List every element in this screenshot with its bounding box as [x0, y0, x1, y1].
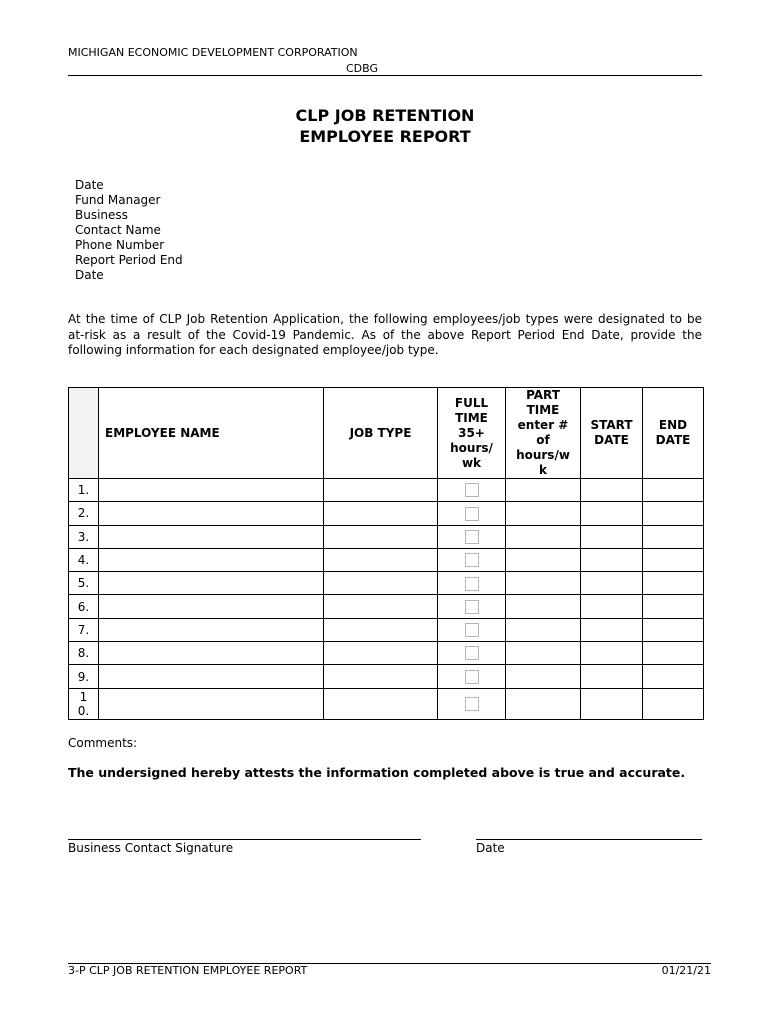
job-type-cell[interactable]	[324, 688, 438, 719]
report-fields	[75, 178, 183, 283]
part-time-hours-cell[interactable]	[506, 502, 581, 525]
row-number: 2.	[69, 502, 99, 525]
full-time-checkbox[interactable]	[465, 646, 479, 660]
organization-name: MICHIGAN ECONOMIC DEVELOPMENT CORPORATION	[68, 46, 358, 59]
part-time-hours-cell[interactable]	[506, 688, 581, 719]
start-date-cell[interactable]	[581, 642, 643, 665]
field-date-label: Date	[75, 178, 104, 192]
employee-table	[68, 387, 704, 720]
table-row	[69, 572, 704, 595]
end-date-cell[interactable]	[643, 618, 704, 641]
field-phone-number-label: Phone Number	[75, 238, 165, 252]
table-row	[69, 595, 704, 618]
employee-name-cell[interactable]	[99, 595, 324, 618]
part-time-hours-cell[interactable]	[506, 572, 581, 595]
employee-name-cell[interactable]	[99, 548, 324, 571]
end-date-header: END DATE	[643, 388, 704, 479]
table-header-row	[69, 388, 704, 479]
attestation-statement: The undersigned hereby attests the information completed above is true and accurate.	[68, 765, 686, 780]
employee-name-cell[interactable]	[99, 525, 324, 548]
end-date-cell[interactable]	[643, 688, 704, 719]
job-type-cell[interactable]	[324, 642, 438, 665]
row-number-header	[69, 388, 99, 479]
job-type-cell[interactable]	[324, 595, 438, 618]
table-row	[69, 665, 704, 688]
end-date-cell[interactable]	[643, 595, 704, 618]
table-row	[69, 502, 704, 525]
row-number: 8.	[69, 642, 99, 665]
end-date-cell[interactable]	[643, 572, 704, 595]
comments-label: Comments:	[68, 736, 138, 750]
table-row	[69, 548, 704, 571]
employee-name-header: EMPLOYEE NAME	[99, 388, 324, 479]
full-time-checkbox[interactable]	[465, 507, 479, 521]
end-date-cell[interactable]	[643, 548, 704, 571]
employee-name-cell[interactable]	[99, 665, 324, 688]
full-time-checkbox[interactable]	[465, 600, 479, 614]
row-number: 1 0.	[69, 688, 99, 719]
end-date-cell[interactable]	[643, 502, 704, 525]
table-row	[69, 525, 704, 548]
part-time-hours-cell[interactable]	[506, 548, 581, 571]
start-date-header: START DATE	[581, 388, 643, 479]
end-date-cell[interactable]	[643, 642, 704, 665]
start-date-cell[interactable]	[581, 618, 643, 641]
full-time-checkbox[interactable]	[465, 577, 479, 591]
full-time-header: FULL TIME 35+ hours/ wk	[438, 388, 506, 479]
page-title-line2: EMPLOYEE REPORT	[299, 127, 471, 146]
signature-label: Business Contact Signature	[68, 841, 234, 855]
employee-name-cell[interactable]	[99, 642, 324, 665]
employee-name-cell[interactable]	[99, 618, 324, 641]
part-time-hours-cell[interactable]	[506, 665, 581, 688]
program-name: CDBG	[346, 62, 379, 75]
table-row	[69, 479, 704, 502]
full-time-checkbox[interactable]	[465, 697, 479, 711]
employee-name-cell[interactable]	[99, 502, 324, 525]
start-date-cell[interactable]	[581, 502, 643, 525]
full-time-checkbox[interactable]	[465, 530, 479, 544]
start-date-cell[interactable]	[581, 572, 643, 595]
end-date-cell[interactable]	[643, 479, 704, 502]
start-date-cell[interactable]	[581, 479, 643, 502]
end-date-cell[interactable]	[643, 525, 704, 548]
job-type-cell[interactable]	[324, 479, 438, 502]
end-date-cell[interactable]	[643, 665, 704, 688]
full-time-checkbox[interactable]	[465, 553, 479, 567]
full-time-checkbox[interactable]	[465, 483, 479, 497]
part-time-hours-cell[interactable]	[506, 595, 581, 618]
employee-name-cell[interactable]	[99, 688, 324, 719]
job-type-cell[interactable]	[324, 572, 438, 595]
signature-line[interactable]	[68, 839, 421, 840]
field-report-period-end-label: Report Period End	[75, 253, 183, 267]
date-line[interactable]	[476, 839, 702, 840]
part-time-hours-cell[interactable]	[506, 525, 581, 548]
start-date-cell[interactable]	[581, 548, 643, 571]
field-report-period-end-date-label: Date	[75, 268, 104, 282]
instructions-paragraph: At the time of CLP Job Retention Application, the following employees/job types were designated to be at-risk as a result of the Covid-19 Pandemic. As of the above Report Period End Date, provide the following information for each designated employee/job type.	[68, 312, 702, 357]
field-business-label: Business	[75, 208, 128, 222]
row-number: 1.	[69, 479, 99, 502]
row-number: 7.	[69, 618, 99, 641]
part-time-hours-cell[interactable]	[506, 642, 581, 665]
row-number: 6.	[69, 595, 99, 618]
page-title-line1: CLP JOB RETENTION	[295, 106, 475, 125]
job-type-cell[interactable]	[324, 548, 438, 571]
footer-revision-date: 01/21/21	[661, 964, 711, 977]
start-date-cell[interactable]	[581, 688, 643, 719]
row-number: 9.	[69, 665, 99, 688]
job-type-cell[interactable]	[324, 502, 438, 525]
part-time-hours-cell[interactable]	[506, 479, 581, 502]
job-type-cell[interactable]	[324, 525, 438, 548]
date-label: Date	[476, 841, 505, 855]
full-time-checkbox[interactable]	[465, 623, 479, 637]
start-date-cell[interactable]	[581, 665, 643, 688]
start-date-cell[interactable]	[581, 525, 643, 548]
table-row	[69, 642, 704, 665]
start-date-cell[interactable]	[581, 595, 643, 618]
table-row	[69, 618, 704, 641]
footer-form-name: 3-P CLP JOB RETENTION EMPLOYEE REPORT	[68, 964, 308, 977]
job-type-cell[interactable]	[324, 665, 438, 688]
part-time-hours-cell[interactable]	[506, 618, 581, 641]
row-number: 4.	[69, 548, 99, 571]
employee-name-cell[interactable]	[99, 479, 324, 502]
employee-name-cell[interactable]	[99, 572, 324, 595]
header-divider	[68, 75, 702, 76]
job-type-cell[interactable]	[324, 618, 438, 641]
job-type-header: JOB TYPE	[324, 388, 438, 479]
table-row	[69, 688, 704, 719]
row-number: 5.	[69, 572, 99, 595]
part-time-header: PART TIME enter # of hours/w k	[506, 388, 581, 479]
full-time-checkbox[interactable]	[465, 670, 479, 684]
row-number: 3.	[69, 525, 99, 548]
field-contact-name-label: Contact Name	[75, 223, 161, 237]
field-fund-manager-label: Fund Manager	[75, 193, 161, 207]
